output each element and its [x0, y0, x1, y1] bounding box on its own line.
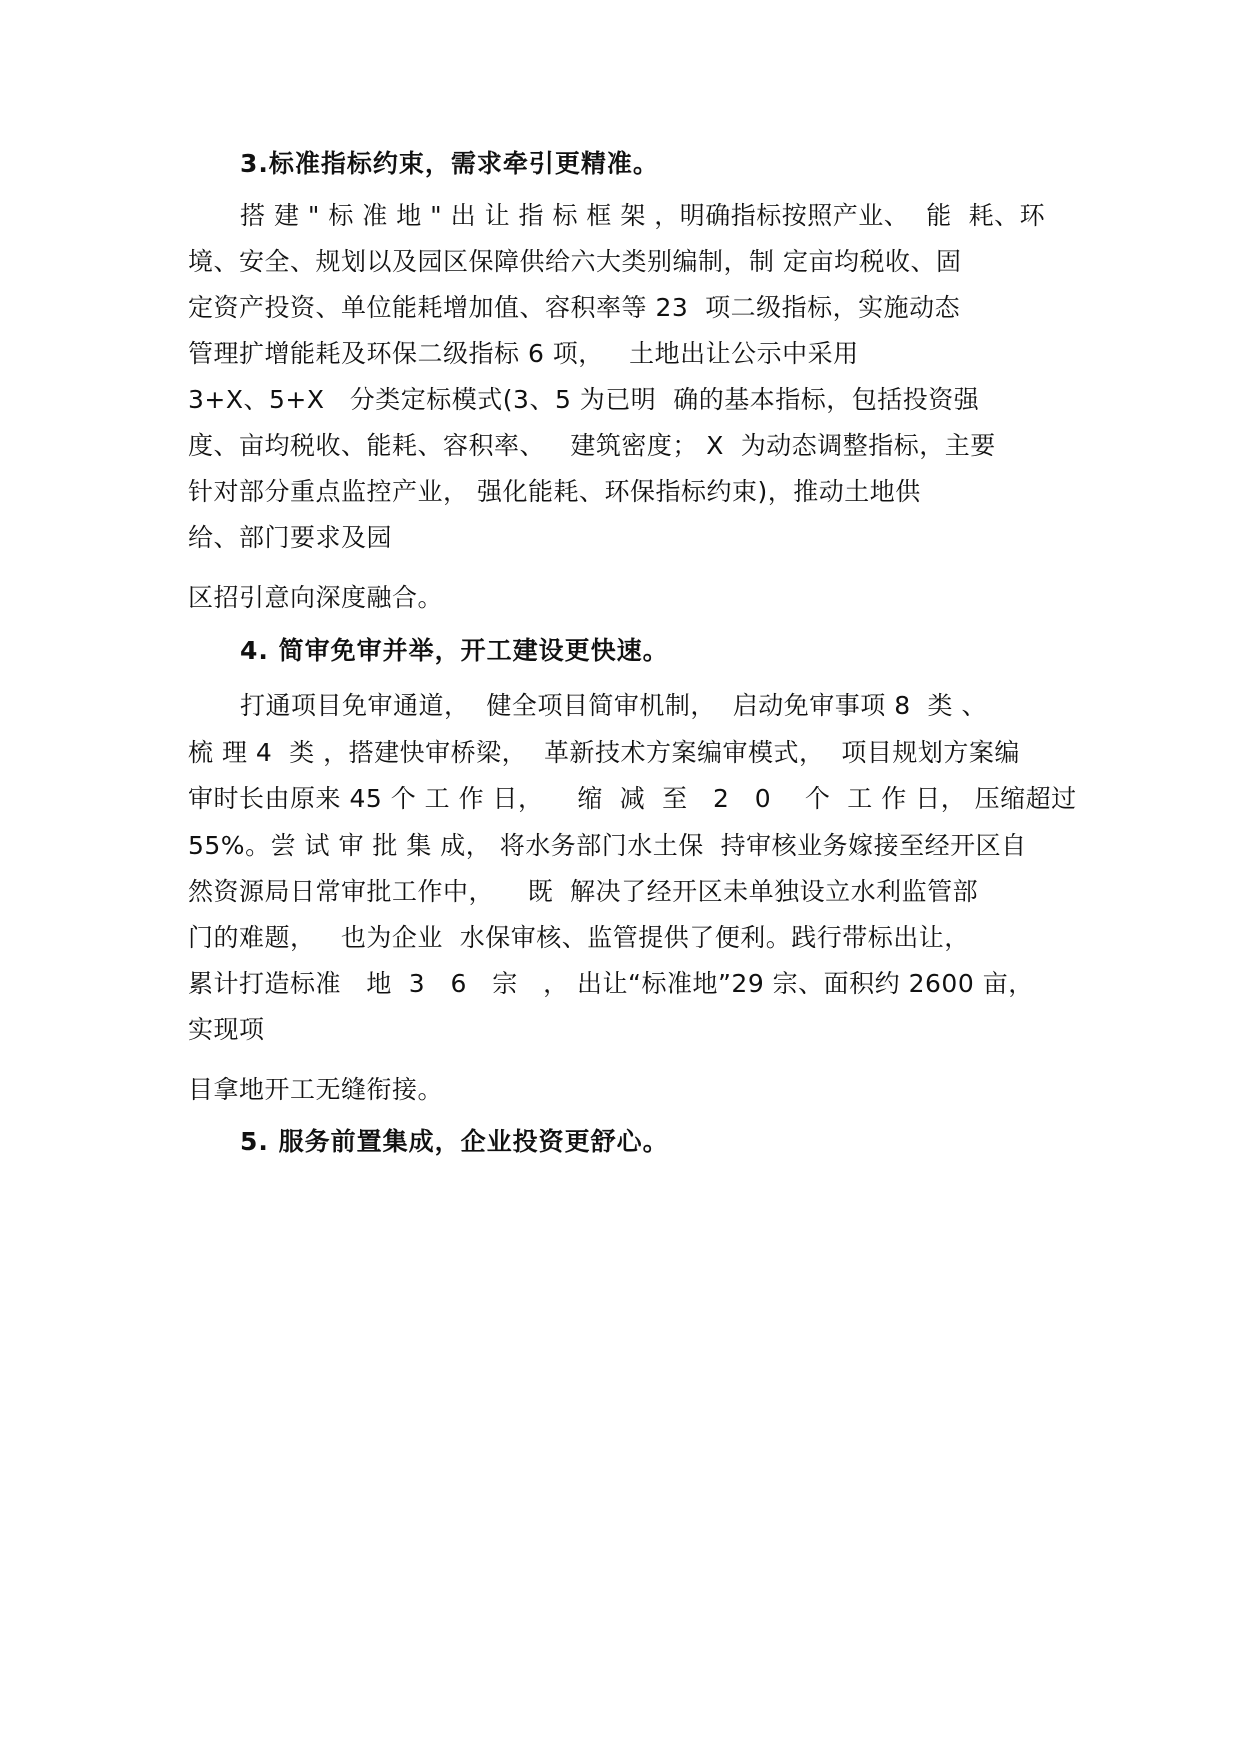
section-3-line-5: 3+X、5+X 分类定标模式(3、5 为已明 确的基本指标，包括投资强 — [188, 385, 980, 414]
section-4-line-1: 打通项目免审通道， 健全项目简审机制， 启动免审事项 8 类 、 — [240, 691, 987, 720]
section-4-line-8: 实现项 — [188, 1015, 265, 1044]
section-4-line-6: 门的难题， 也为企业 水保审核、监管提供了便利。践行带标出让， — [188, 923, 970, 952]
section-4-line-2: 梳 理 4 类 ，搭建快审桥梁， 革新技术方案编审模式， 项目规划方案编 — [188, 738, 1020, 767]
section-4-line-3: 审时长由原来 45 个 工 作 日， 缩 减 至 2 0 个 工 作 日， 压缩超过 — [188, 784, 1077, 813]
section-4-line-5: 然资源局日常审批工作中， 既 解决了经开区未单独设立水利监管部 — [188, 877, 979, 906]
section-3-line-3: 定资产投资、单位能耗增加值、容积率等 23 项二级指标，实施动态 — [188, 293, 961, 322]
section-4-line-4: 55%。尝 试 审 批 集 成， 将水务部门水土保 持审核业务嫁接至经开区自 — [188, 831, 1027, 860]
section-4-line-9: 目拿地开工无缝衔接。 — [188, 1075, 444, 1104]
section-3-line-1: 搭 建 " 标 准 地 " 出 让 指 标 框 架 ，明确指标按照产业、 能 耗、环 — [240, 201, 1046, 230]
section-3-line-2: 境、安全、规划以及园区保障供给六大类别编制，制 定亩均税收、固 — [188, 247, 962, 276]
section-3-heading: 3.标准指标约束，需求牵引更精准。 — [240, 149, 659, 178]
section-3-line-4: 管理扩增能耗及环保二级指标 6 项， 土地出让公示中采用 — [188, 339, 859, 368]
section-4-heading: 4. 简审免审并举，开工建设更快速。 — [240, 636, 669, 665]
section-3-line-7: 针对部分重点监控产业， 强化能耗、环保指标约束)，推动土地供 — [188, 477, 921, 506]
section-4-line-7: 累计打造标准 地 3 6 宗 ， 出让“标准地”29 宗、面积约 2600 亩， — [188, 969, 1034, 998]
section-3-line-9: 区招引意向深度融合。 — [188, 583, 444, 612]
section-3-line-8: 给、部门要求及园 — [188, 523, 393, 552]
section-3-line-6: 度、亩均税收、能耗、容积率、 建筑密度； X 为动态调整指标，主要 — [188, 431, 996, 460]
section-5-heading: 5. 服务前置集成，企业投资更舒心。 — [240, 1127, 669, 1156]
